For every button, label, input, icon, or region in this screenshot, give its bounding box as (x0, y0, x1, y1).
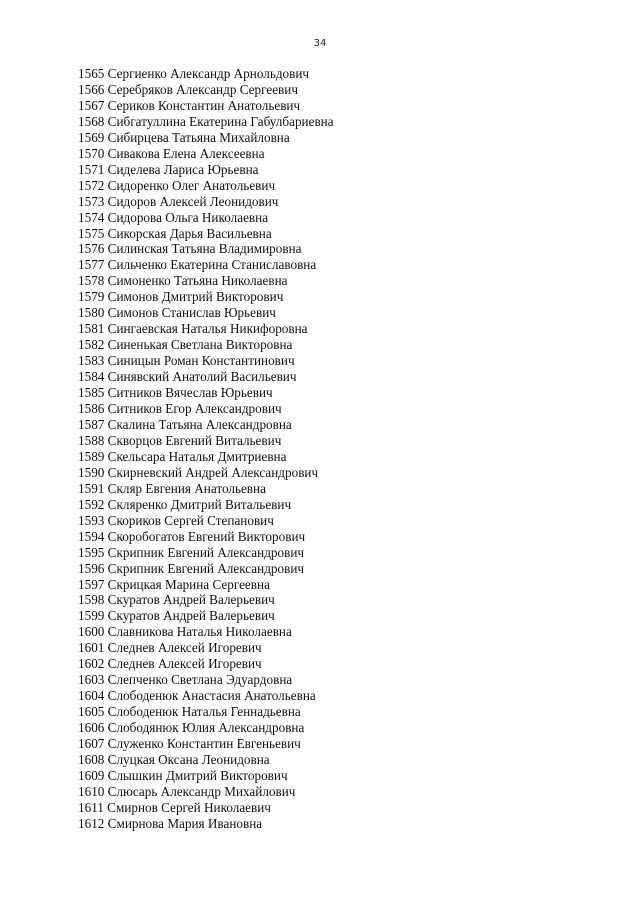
list-item: 1578 Симоненко Татьяна Николаевна (78, 273, 288, 289)
list-item: 1604 Слободенюк Анастасия Анатольевна (78, 688, 316, 704)
list-item: 1579 Симонов Дмитрий Викторович (78, 289, 284, 305)
list-item: 1611 Смирнов Сергей Николаевич (78, 799, 271, 815)
list-item: 1610 Слюсарь Александр Михайлович (78, 783, 296, 799)
list-item: 1589 Скельсара Наталья Дмитриевна (78, 448, 287, 464)
list-item: 1597 Скрицкая Марина Сергеевна (78, 576, 270, 592)
list-item: 1599 Скуратов Андрей Валерьевич (78, 608, 275, 624)
list-item: 1594 Скоробогатов Евгений Викторович (78, 528, 306, 544)
list-item: 1565 Сергиенко Александр Арнольдович (78, 66, 310, 81)
name-list (78, 66, 334, 832)
list-item: 1580 Симонов Станислав Юрьевич (78, 305, 276, 321)
list-item: 1572 Сидоренко Олег Анатольевич (78, 177, 276, 193)
list-item: 1612 Смирнова Мария Ивановна (78, 815, 263, 831)
page-number: 34 (313, 38, 327, 49)
list-item: 1601 Следнев Алексей Игоревич (78, 640, 262, 656)
list-item: 1607 Служенко Константин Евгеньевич (78, 736, 301, 752)
list-item: 1590 Скирневский Андрей Александрович (78, 464, 319, 480)
list-item: 1566 Серебряков Александр Сергеевич (78, 81, 298, 97)
list-item: 1605 Слободенюк Наталья Геннадьевна (78, 704, 301, 720)
list-item: 1569 Сибирцева Татьяна Михайловна (78, 129, 290, 145)
list-item: 1581 Сингаевская Наталья Никифоровна (78, 321, 308, 337)
list-item: 1609 Слышкин Дмитрий Викторович (78, 767, 288, 783)
list-item: 1588 Скворцов Евгений Витальевич (78, 432, 282, 448)
list-item: 1570 Сивакова Елена Алексеевна (78, 145, 265, 161)
list-item: 1587 Скалина Татьяна Александровна (78, 416, 292, 432)
list-item: 1575 Сикорская Дарья Васильевна (78, 225, 272, 241)
list-item: 1603 Слепченко Светлана Эдуардовна (78, 672, 293, 688)
list-item: 1598 Скуратов Андрей Валерьевич (78, 592, 275, 608)
list-item: 1582 Синенькая Светлана Викторовна (78, 337, 293, 353)
list-item: 1586 Ситников Егор Александрович (78, 401, 282, 417)
list-item: 1576 Силинская Татьяна Владимировна (78, 241, 302, 257)
list-item: 1608 Слуцкая Оксана Леонидовна (78, 751, 270, 767)
list-item: 1577 Сильченко Екатерина Станиславовна (78, 257, 317, 273)
list-item: 1596 Скрипник Евгений Александрович (78, 560, 305, 576)
list-item: 1602 Следнев Алексей Игоревич (78, 656, 262, 672)
list-item: 1584 Синявский Анатолий Васильевич (78, 369, 297, 385)
list-item: 1568 Сибгатуллина Екатерина Габулбариевна (78, 113, 334, 129)
list-item: 1583 Синицын Роман Константинович (78, 353, 295, 369)
list-item: 1571 Сиделева Лариса Юрьевна (78, 161, 259, 177)
list-item: 1573 Сидоров Алексей Леонидович (78, 193, 279, 209)
list-item: 1606 Слободянюк Юлия Александровна (78, 720, 305, 736)
list-item: 1585 Ситников Вячеслав Юрьевич (78, 385, 273, 401)
list-item: 1574 Сидорова Ольга Николаевна (78, 209, 269, 225)
list-item: 1600 Славникова Наталья Николаевна (78, 624, 292, 640)
list-item: 1567 Сериков Константин Анатольевич (78, 97, 301, 113)
list-item: 1592 Скляренко Дмитрий Витальевич (78, 496, 292, 512)
list-item: 1591 Скляр Евгения Анатольевна (78, 480, 266, 496)
list-item: 1595 Скрипник Евгений Александрович (78, 544, 305, 560)
list-item: 1593 Скориков Сергей Степанович (78, 512, 274, 528)
